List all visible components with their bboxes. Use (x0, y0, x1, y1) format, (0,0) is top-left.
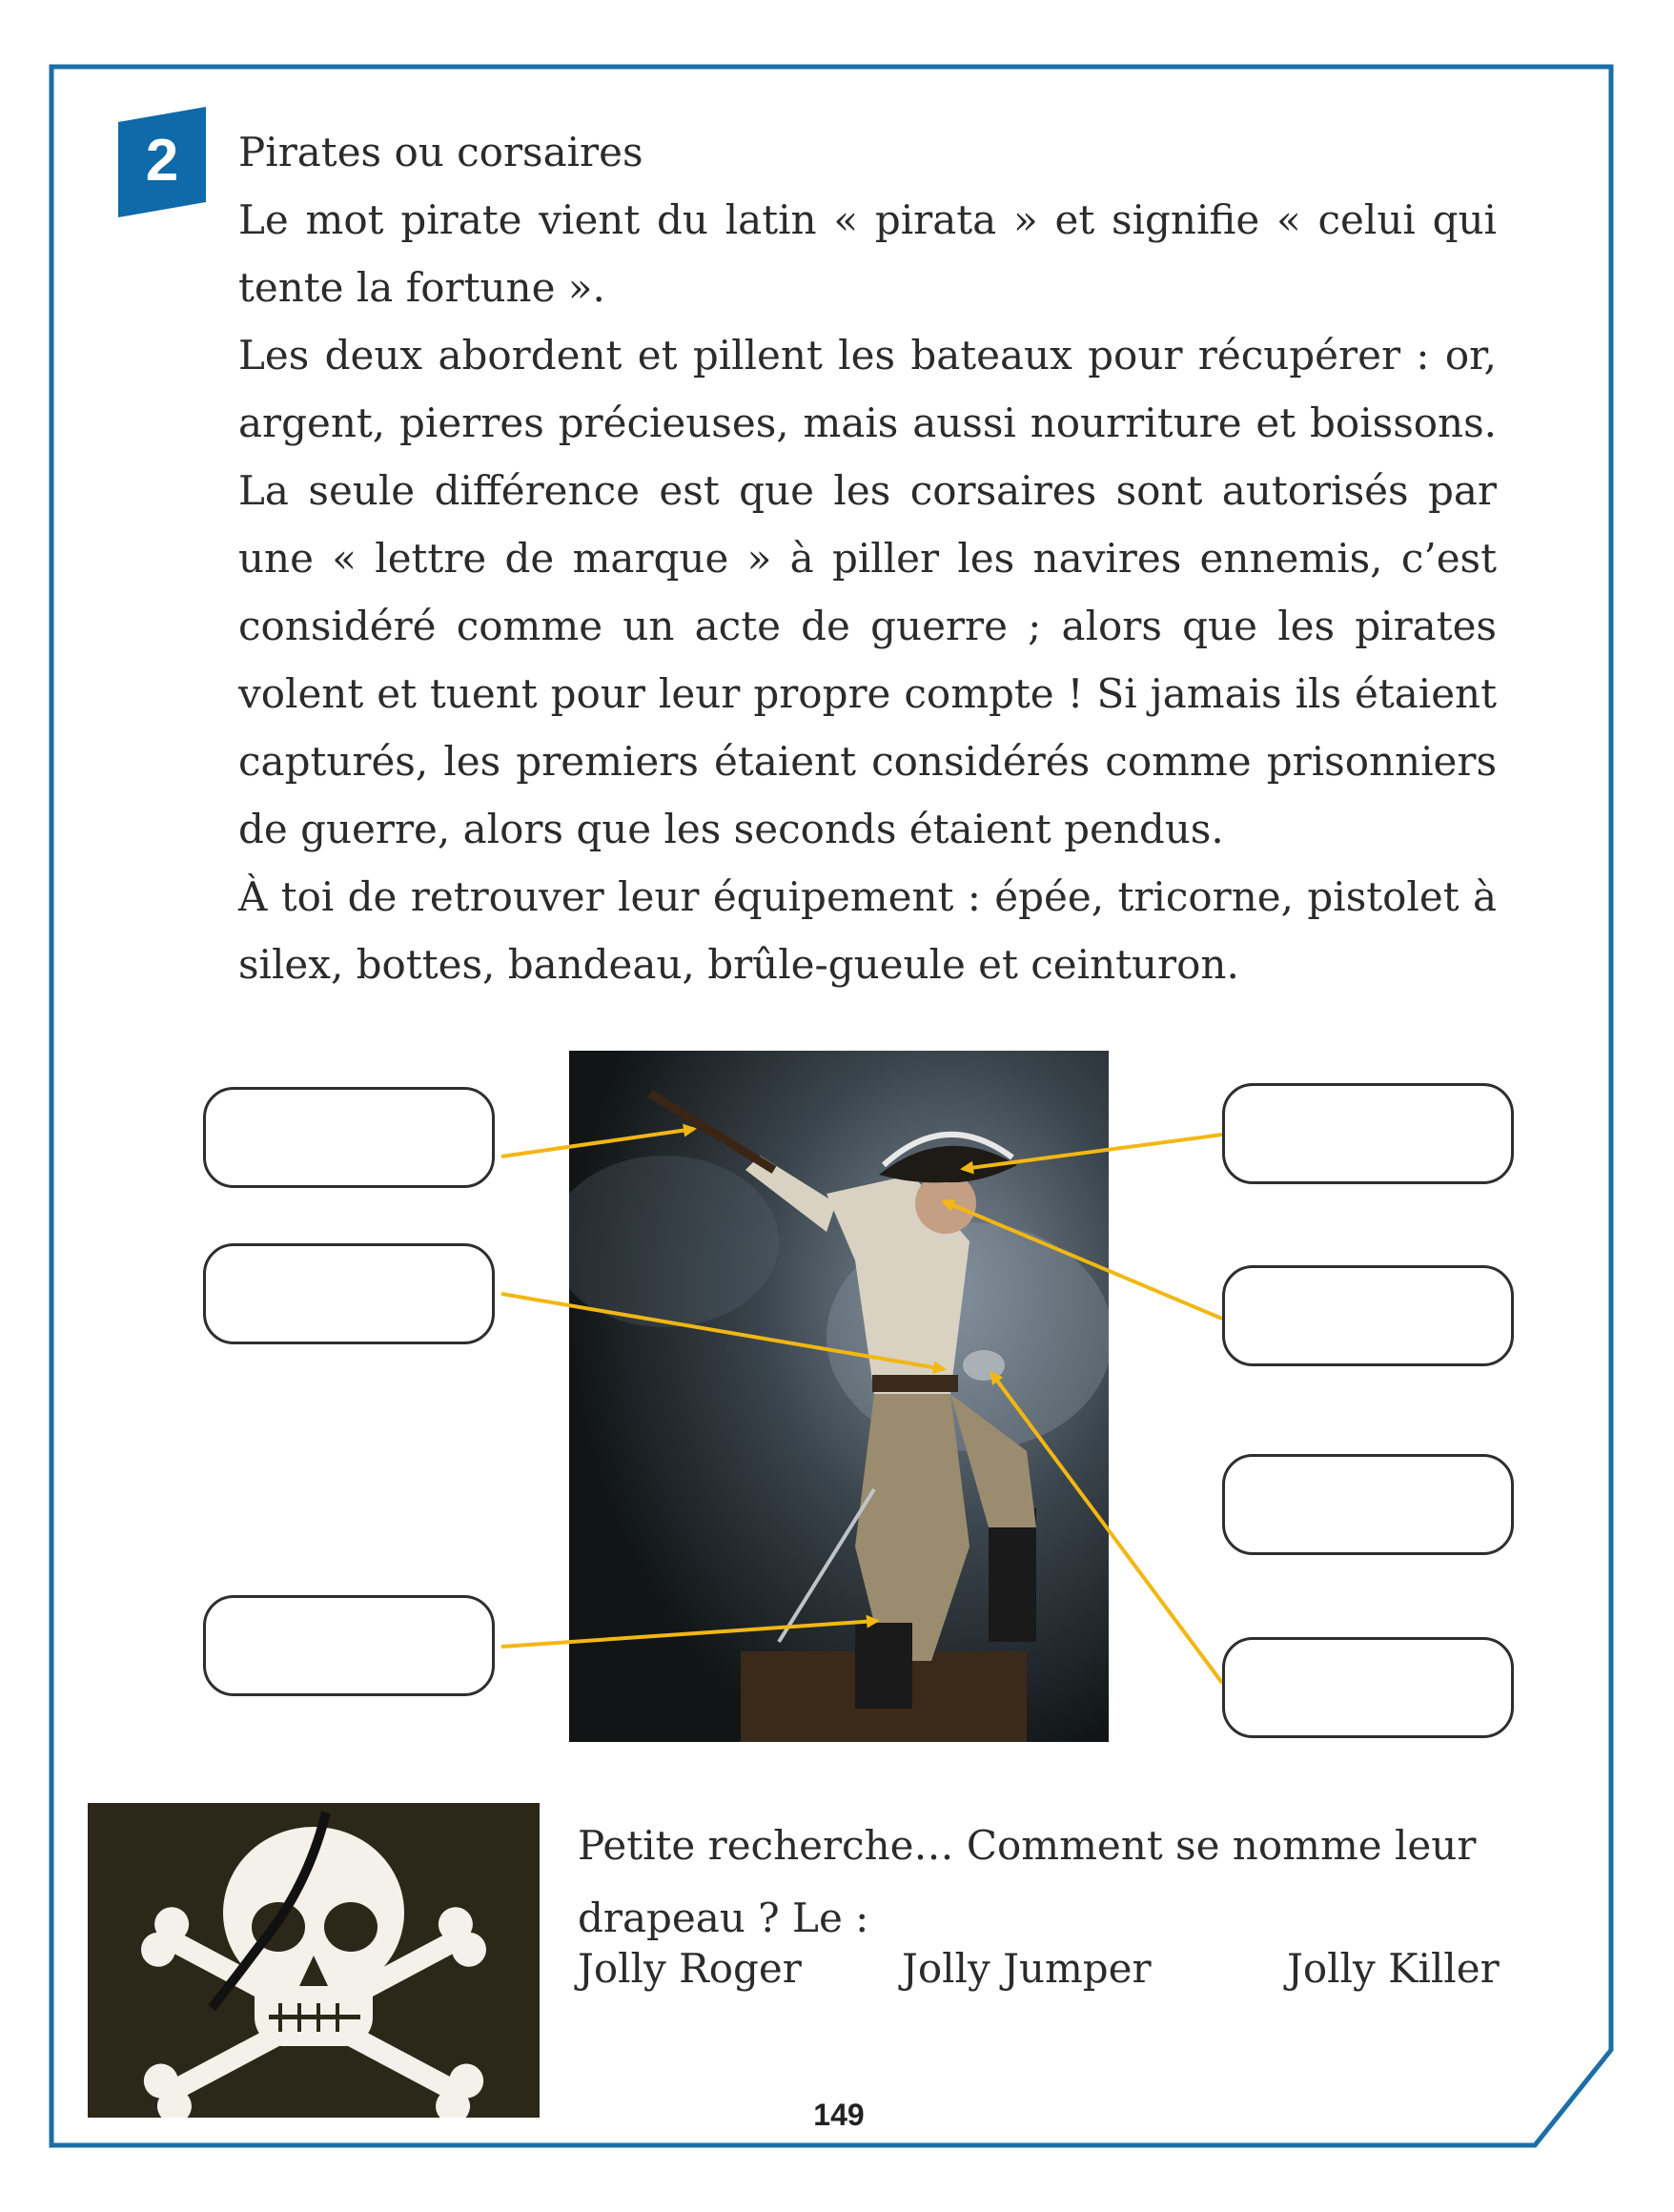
flag-name-options (578, 1945, 1502, 2021)
answer-box-eyepatch[interactable] (1222, 1265, 1514, 1366)
answer-box-boots[interactable] (203, 1595, 495, 1696)
research-question-text: Petite recherche… Comment se nomme leur drapeau ? Le : (578, 1822, 1477, 1941)
pirate-photo (569, 1051, 1109, 1742)
exercise-text (238, 118, 1497, 998)
answer-box-pistol[interactable] (203, 1087, 495, 1188)
paragraph-difference: Les deux abordent et pillent les bateaux pour récupérer : or, argent, pierres précieuses, mais aussi nourriture et boissons. La seule différence est que les corsaires sont autorisés par une « lettre de marque » à piller les navires ennemis, c’est considéré comme un acte de guerre ; alors que les pirates volent et tuent pour leur propre compte ! Si jamais ils étaient capturés, les premiers étaient considérés comme prisonniers de guerre, alors que les seconds étaient pendus. (238, 332, 1497, 852)
option-jolly-roger[interactable]: Jolly Roger (578, 1945, 802, 1992)
paragraph-etymology: Le mot pirate vient du latin « pirata » et signifie « celui qui tente la fortune ». (238, 196, 1497, 311)
paragraph-instruction: À toi de retrouver leur équipement : épée, tricorne, pistolet à silex, bottes, bandeau, brûle-gueule et ceinturon. (238, 873, 1497, 988)
option-jolly-jumper[interactable]: Jolly Jumper (902, 1945, 1152, 1992)
answer-box-pipe[interactable] (1222, 1454, 1514, 1555)
pirate-flag-image (88, 1803, 540, 2118)
answer-box-sword[interactable] (1222, 1637, 1514, 1738)
answer-box-belt[interactable] (203, 1243, 495, 1344)
research-question (578, 1810, 1502, 1955)
exercise-number: 2 (145, 128, 179, 194)
page-number: 149 (813, 2098, 865, 2132)
exercise-title: Pirates ou corsaires (238, 129, 643, 175)
option-jolly-killer[interactable]: Jolly Killer (1287, 1945, 1500, 1992)
answer-box-hat[interactable] (1222, 1083, 1514, 1184)
